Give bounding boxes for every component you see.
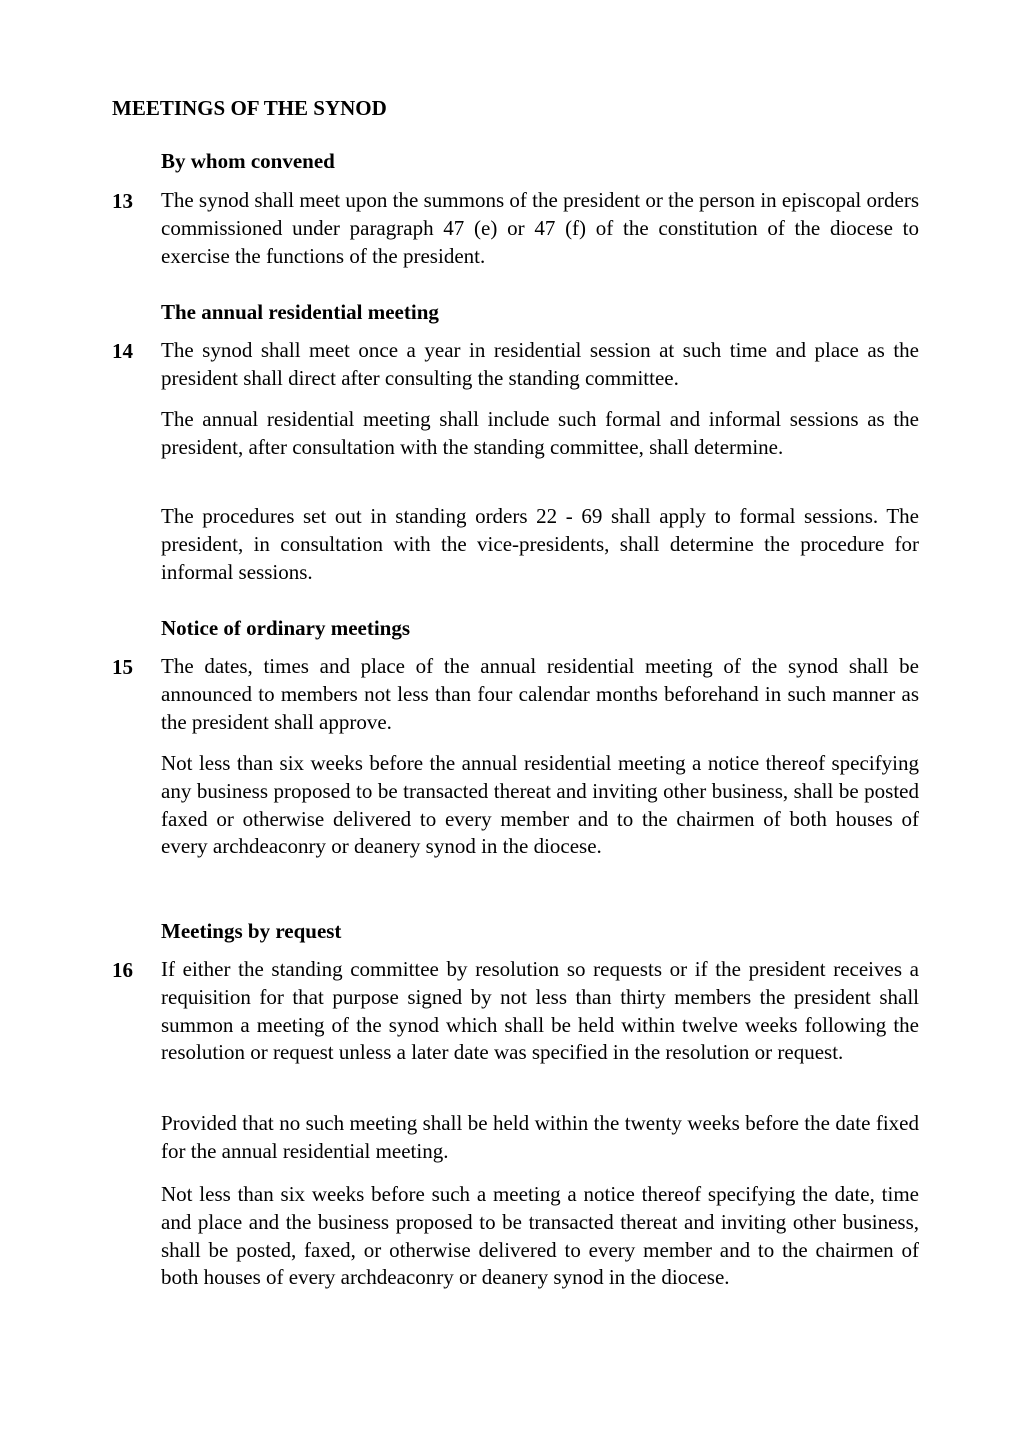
section-16-paragraph-3: Not less than six weeks before such a meeting a notice thereof specifying the date, time and place and the business proposed to be transacted thereat and inviting other business, shall be posted, faxed, or otherwise delivered to every member and to the chairmen of both houses of every archdeaconry or deanery synod in the diocese. xyxy=(161,1182,919,1290)
section-14-paragraph-2: The annual residential meeting shall include such formal and informal sessions as the president, after consultation with the standing committee, shall determine. xyxy=(161,407,919,459)
section-number-14: 14 xyxy=(112,339,133,363)
section-15-paragraph-2: Not less than six weeks before the annual residential meeting a notice thereof specifying any business proposed to be transacted thereat and inviting other business, shall be posted faxed or otherwise delivered to every member and to the chairmen of both houses of every archdeaconry or deanery synod in the diocese. xyxy=(161,751,919,859)
section-15-paragraph-1: The dates, times and place of the annual residential meeting of the synod shall be announced to members not less than four calendar months beforehand in such manner as the president shall approve. xyxy=(161,654,919,734)
section-heading-16: Meetings by request xyxy=(161,919,342,943)
document-title: MEETINGS OF THE SYNOD xyxy=(112,96,387,120)
section-number-16: 16 xyxy=(112,958,133,982)
section-13-paragraph-1: The synod shall meet upon the summons of the president or the person in episcopal orders commissioned under paragraph 47 (e) or 47 (f) of the constitution of the diocese to exercise the functions of the president. xyxy=(161,188,919,268)
section-16-paragraph-1: If either the standing committee by resolution so requests or if the president receives a requisition for that purpose signed by not less than thirty members the president shall summon a meeting of the synod which shall be held within twelve weeks following the resolution or request unless a later date was specified in the resolution or request. xyxy=(161,957,919,1065)
section-14-paragraph-3: The procedures set out in standing orders 22 - 69 shall apply to formal sessions. The president, in consultation with the vice-presidents, shall determine the procedure for informal sessions. xyxy=(161,504,919,584)
section-number-13: 13 xyxy=(112,189,133,213)
section-number-15: 15 xyxy=(112,655,133,679)
section-14-paragraph-1: The synod shall meet once a year in residential session at such time and place as the president shall direct after consulting the standing committee. xyxy=(161,338,919,390)
section-heading-13: By whom convened xyxy=(161,149,335,173)
section-heading-14: The annual residential meeting xyxy=(161,300,439,324)
section-heading-15: Notice of ordinary meetings xyxy=(161,616,411,640)
section-16-paragraph-2: Provided that no such meeting shall be held within the twenty weeks before the date fixed for the annual residential meeting. xyxy=(161,1111,919,1163)
